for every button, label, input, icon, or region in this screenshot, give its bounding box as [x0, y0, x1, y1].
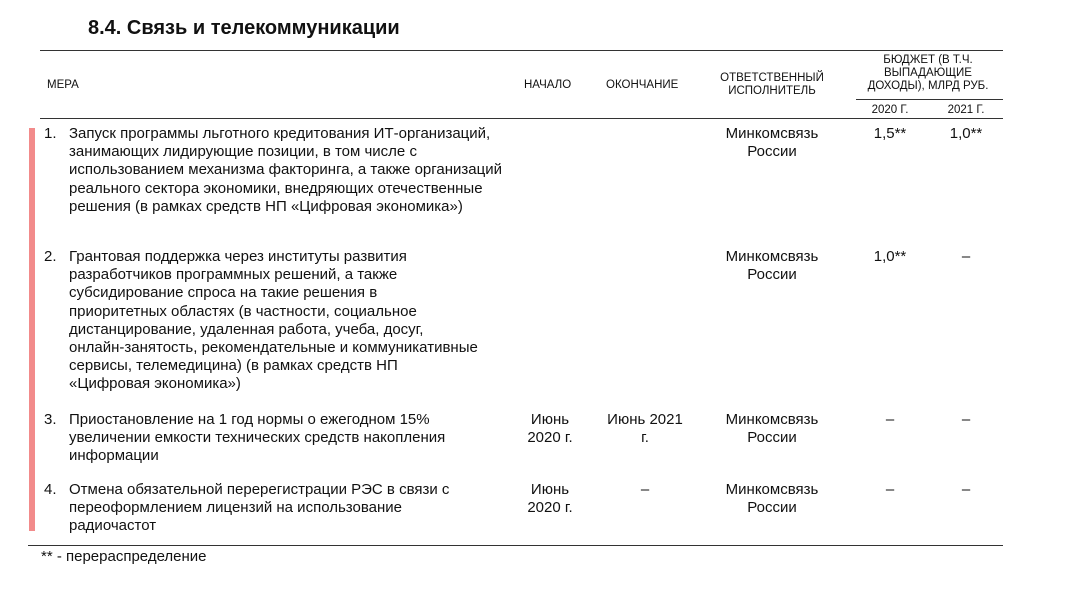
row-end: –: [640, 481, 650, 498]
row-responsible: Минкомсвязь России: [725, 481, 819, 517]
budget-subheader-rule: [856, 99, 1003, 100]
header-year-2021: 2021 Г.: [947, 104, 985, 116]
header-responsible: ОТВЕТСТВЕННЫЙ ИСПОЛНИТЕЛЬ: [720, 72, 824, 97]
row-measure-text: Запуск программы льготного кредитования ИТ-организаций, занимающих лидирующие позиции, в том числе с использованием механизма факторинга, а также организаций реального сектора экономики, внедряющих отечественные решения (в рамках средств НП «Цифровая экономика»): [69, 125, 502, 215]
header-end: ОКОНЧАНИЕ: [606, 79, 679, 91]
row-budget-2020: –: [885, 481, 895, 498]
row-measure-text: Отмена обязательной перерегистрации РЭС в связи с переоформлением лицензий на использование радиочастот: [69, 481, 450, 535]
header-start: НАЧАЛО: [524, 79, 572, 91]
header-bottom-rule: [40, 118, 1003, 119]
section-title: 8.4. Связь и телекоммуникации: [88, 17, 400, 39]
row-number: 3.: [44, 411, 57, 428]
row-number: 4.: [44, 481, 57, 498]
row-budget-2021: –: [961, 481, 971, 498]
header-measure: МЕРА: [47, 79, 79, 91]
row-end: Июнь 2021 г.: [607, 411, 683, 447]
row-number: 1.: [44, 125, 57, 142]
footnote: ** - перераспределение: [41, 548, 207, 565]
row-start: Июнь 2020 г.: [527, 411, 573, 447]
row-measure-text: Грантовая поддержка через институты развития разработчиков программных решений, а также субсидирование спроса на такие решения в приоритетных областях (в частности, социальное дистанцирование, удаленная работа, учеба, досуг, онлайн-занятость, рекомендательные и коммуникативные сервисы, телемедицина) (в рамках средств НП «Цифровая экономика»): [69, 248, 478, 393]
row-budget-2021: –: [961, 248, 971, 265]
row-responsible: Минкомсвязь России: [725, 125, 819, 161]
header-budget: БЮДЖЕТ (В Т.Ч. ВЫПАДАЮЩИЕ ДОХОДЫ), МЛРД РУБ.: [867, 54, 989, 92]
row-measure-text: Приостановление на 1 год нормы о ежегодном 15% увеличении емкости технических средств накопления информации: [69, 411, 446, 465]
row-budget-2020: 1,0**: [873, 248, 907, 265]
row-number: 2.: [44, 248, 57, 265]
row-budget-2021: 1,0**: [949, 125, 983, 142]
table-bottom-rule: [28, 545, 1003, 546]
row-responsible: Минкомсвязь России: [725, 411, 819, 447]
row-start: Июнь 2020 г.: [527, 481, 573, 517]
row-budget-2020: –: [885, 411, 895, 428]
row-responsible: Минкомсвязь России: [725, 248, 819, 284]
row-budget-2020: 1,5**: [873, 125, 907, 142]
row-budget-2021: –: [961, 411, 971, 428]
table-top-rule: [40, 50, 1003, 51]
accent-bar: [29, 128, 35, 531]
header-year-2020: 2020 Г.: [871, 104, 909, 116]
